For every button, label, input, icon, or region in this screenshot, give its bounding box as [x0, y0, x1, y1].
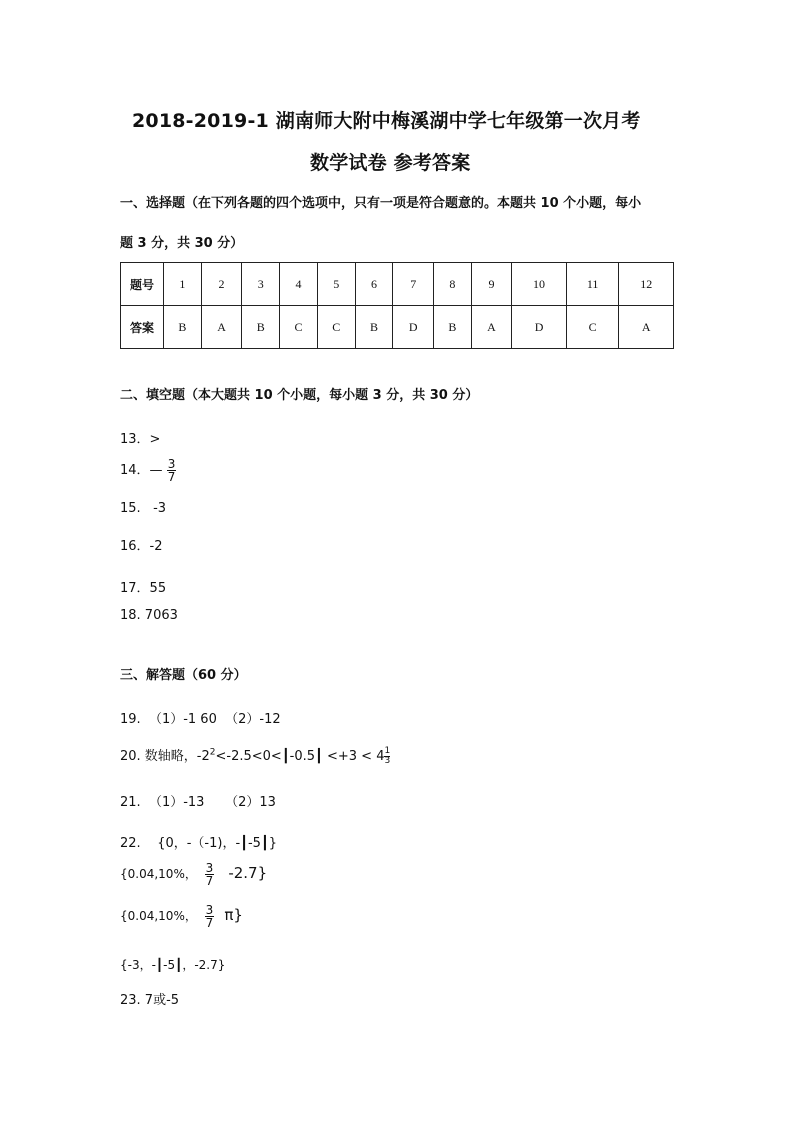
- table-cell: B: [355, 306, 393, 349]
- fraction-numerator: 3: [167, 457, 176, 471]
- table-cell: C: [566, 306, 619, 349]
- table-cell: C: [317, 306, 355, 349]
- table-cell: 9: [471, 263, 512, 306]
- table-cell: 1: [164, 263, 202, 306]
- answer-20-part-a: 20. 数轴略，-2: [120, 749, 210, 764]
- answer-15: 15. -3: [120, 501, 167, 516]
- answer-19: 19. （1）-1 60 （2）-12: [120, 712, 281, 727]
- table-cell: 11: [566, 263, 619, 306]
- fraction-denominator: 3: [384, 756, 391, 766]
- fraction-numerator: 3: [205, 903, 214, 917]
- section1-heading: 一、选择题（在下列各题的四个选项中，只有一项是符合题意的。本题共 10 个小题，每小: [120, 196, 642, 211]
- table-cell: B: [433, 306, 471, 349]
- document-title: 2018-2019-1 湖南师大附中梅溪湖中学七年级第一次月考: [132, 110, 641, 132]
- answer-14-fraction: [167, 458, 177, 483]
- table-cell: 8: [433, 263, 471, 306]
- answer-16: 16．-2: [120, 539, 163, 554]
- answer-20-superscript: 2: [209, 747, 216, 758]
- fraction-denominator: 7: [205, 874, 214, 888]
- table-cell: 12: [619, 263, 674, 306]
- set1-fraction: [205, 862, 215, 887]
- table-cell: D: [393, 306, 434, 349]
- answer-14: [120, 458, 176, 483]
- table-cell: D: [512, 306, 566, 349]
- table-cell: 4: [280, 263, 318, 306]
- fraction-denominator: 7: [167, 470, 176, 484]
- table-cell: A: [201, 306, 242, 349]
- document-subtitle: 数学试卷 参考答案: [310, 152, 471, 174]
- table-cell: 6: [355, 263, 393, 306]
- answer-22-set2: [120, 904, 243, 929]
- table-cell: 10: [512, 263, 566, 306]
- table-cell: 7: [393, 263, 434, 306]
- table-cell: B: [164, 306, 202, 349]
- table-cell: 3: [242, 263, 280, 306]
- section3-heading: 三、解答题（60 分）: [120, 668, 247, 683]
- table-cell: 5: [317, 263, 355, 306]
- set2-suffix: π}: [224, 906, 243, 924]
- table-row: [121, 306, 674, 349]
- set2-prefix: {0.04,10%，: [120, 909, 197, 923]
- answer-20-fraction: [384, 747, 390, 766]
- answer-22-set1: [120, 862, 267, 887]
- answer-22: 22. {0，-（-1)，-┃-5┃}: [120, 836, 278, 851]
- table-cell: A: [619, 306, 674, 349]
- answer-22-set3: {-3，-┃-5┃，-2.7}: [120, 958, 226, 972]
- answer-table: [120, 262, 674, 349]
- answer-13: 13．>: [120, 432, 161, 447]
- table-row: [121, 263, 674, 306]
- answer-18: 18. 7063: [120, 608, 178, 623]
- fraction-numerator: 1: [384, 746, 391, 756]
- table-cell: 2: [201, 263, 242, 306]
- row-label-number: 题号: [121, 263, 164, 306]
- table-cell: A: [471, 306, 512, 349]
- set1-prefix: {0.04,10%，: [120, 867, 197, 881]
- answer-20-part-b: <-2.5<0<┃-0.5┃ <+3 < 4: [215, 749, 385, 764]
- answer-20: [120, 745, 390, 766]
- section1-heading-cont: 题 3 分，共 30 分）: [120, 236, 244, 251]
- table-cell: B: [242, 306, 280, 349]
- set1-suffix: -2.7}: [228, 864, 268, 882]
- section2-heading: 二、填空题（本大题共 10 个小题，每小题 3 分，共 30 分）: [120, 388, 479, 403]
- set2-fraction: [205, 904, 215, 929]
- fraction-denominator: 7: [205, 916, 214, 930]
- fraction-numerator: 3: [205, 861, 214, 875]
- answer-17: 17．55: [120, 581, 167, 596]
- answer-21: 21. （1）-13 （2）13: [120, 795, 276, 810]
- answer-14-prefix: 14．—: [120, 463, 163, 478]
- answer-23: 23. 7或-5: [120, 993, 180, 1008]
- table-cell: C: [280, 306, 318, 349]
- row-label-answer: 答案: [121, 306, 164, 349]
